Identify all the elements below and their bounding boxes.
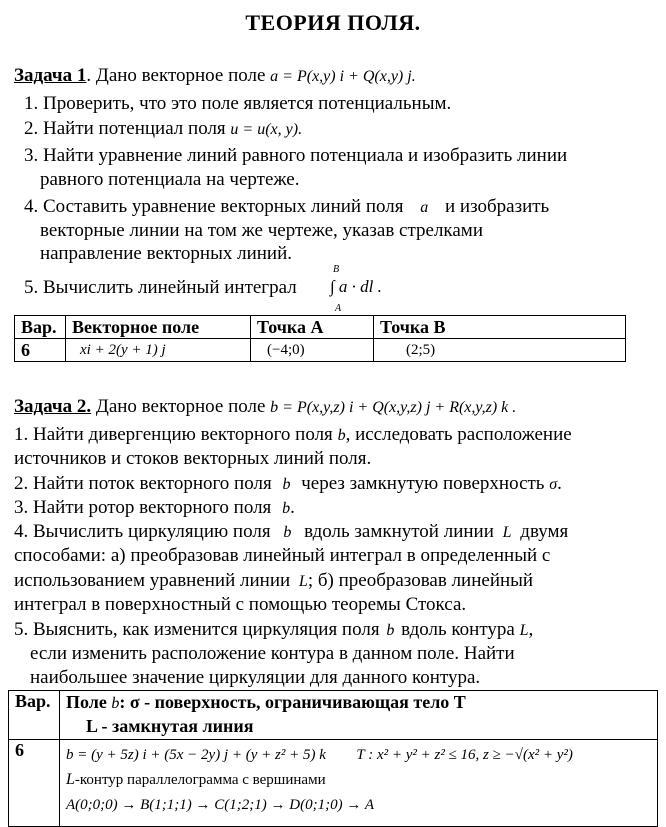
task2-item-1-tail: , исследовать расположение	[345, 424, 572, 445]
th-var: Вар.	[15, 316, 66, 339]
task2-item-4-text: 4. Вычислить циркуляцию поля	[14, 521, 271, 542]
contour-desc: -контур параллелограмма с вершинами	[74, 772, 326, 788]
L-symbol: L	[66, 771, 75, 788]
task1-item-2-text: 2. Найти потенциал поля	[24, 118, 226, 139]
vector-a: a	[420, 199, 429, 216]
th-var2: Вар.	[9, 691, 60, 740]
sigma-symbol: σ	[549, 476, 558, 493]
task1-item-4-cont2: направление векторных линий.	[40, 243, 293, 264]
th-field2-a: Поле	[66, 692, 107, 712]
task2-item-5-text: 5. Выяснить, как изменится циркуляция поля	[14, 619, 380, 640]
L-symbol: L	[502, 524, 512, 541]
cell-point-a: (−4;0)	[251, 339, 374, 362]
vector-b: b	[111, 695, 120, 712]
table-row	[9, 740, 658, 827]
contour-vertices: A(0;0;0) → B(1;1;1) → C(1;2;1) → D(0;1;0) → A	[66, 797, 374, 813]
th-field2-c: L - замкнутая линия	[86, 716, 254, 736]
task2-item-4-mid: вдоль замкнутой линии	[304, 521, 494, 542]
cell-point-b: (2;5)	[374, 339, 626, 362]
task1-table-header	[15, 316, 626, 339]
task2-item-4-cont2-text: использованием уравнений линии	[14, 570, 291, 591]
task1-label: Задача 1	[14, 65, 87, 86]
task2-item-1-text: 1. Найти дивергенцию векторного поля	[14, 424, 333, 445]
task2-item-2-tail: через замкнутую поверхность	[301, 473, 545, 494]
vector-b: b	[282, 500, 291, 517]
th-field2	[60, 691, 658, 740]
task2-item-4-cont3: интеграл в поверхностный с помощью теоремы Стокса.	[14, 594, 467, 615]
vector-b: b	[337, 427, 346, 444]
task2-item-1-cont: источников и стоков векторных линий поля.	[14, 448, 372, 469]
integral-upper-limit: B	[333, 264, 340, 275]
task2-item-4	[14, 520, 568, 545]
cell-field2	[60, 740, 658, 827]
task1-field-formula: a = P(x,y) i + Q(x,y) j.	[270, 68, 416, 85]
task2-item-2: 2. Найти поток векторного поля b через замкнутую поверхность σ.	[14, 473, 562, 494]
task2-intro: Дано векторное поле	[95, 396, 266, 417]
field-b-formula: b = (y + 5z) i + (5x − 2y) j + (y + z² + 5) k	[66, 747, 326, 763]
line-integral-formula: ∫ a · dl .	[330, 277, 382, 296]
task1-item-2	[24, 117, 302, 142]
task1-item-3-cont: равного потенциала на чертеже.	[40, 169, 300, 190]
cell-var: 6	[15, 339, 66, 362]
vector-b: b	[386, 622, 395, 639]
task2-item-4-cont2	[14, 569, 533, 594]
task2-label: Задача 2.	[14, 396, 92, 417]
task2-field-formula: b = P(x,y,z) i + Q(x,y,z) j + R(x,y,z) k .	[270, 399, 517, 416]
task1-item-3: 3. Найти уравнение линий равного потенциала и изобразить линии	[24, 145, 568, 166]
L-symbol: L	[519, 622, 529, 639]
task1-item-4	[24, 195, 549, 220]
task2-item-3: 3. Найти ротор векторного поля b.	[14, 497, 295, 518]
task1-intro: . Дано векторное поле	[86, 65, 266, 86]
task2-item-1	[14, 423, 572, 448]
task2-item-3-text: 3. Найти ротор векторного поля	[14, 497, 272, 518]
task2-item-4-cont2-tail: ; б) преобразовав линейный	[307, 570, 534, 591]
task2-heading	[14, 395, 516, 420]
th-field: Векторное поле	[66, 316, 251, 339]
th-field2-b: : σ - поверхность, ограничивающая тело Т	[119, 692, 466, 712]
L-symbol: L	[298, 573, 308, 590]
th-point-b: Точка В	[374, 316, 626, 339]
task2-item-2-text: 2. Найти поток векторного поля	[14, 473, 272, 494]
integral-lower-limit: A	[335, 303, 342, 314]
task2-table	[8, 690, 658, 827]
th-point-a: Точка А	[251, 316, 374, 339]
task1-item-4-cont1: векторные линии на том же чертеже, указав стрелками	[40, 220, 483, 241]
task2-item-5-mid: вдоль контура	[401, 619, 515, 640]
page-title: ТЕОРИЯ ПОЛЯ.	[245, 10, 421, 35]
vector-b: b	[283, 524, 292, 541]
task1-item-4-tail: и изобразить	[444, 196, 550, 217]
body-T-formula: T : x² + y² + z² ≤ 16, z ≥ −√(x² + y²)	[356, 747, 573, 763]
vector-b: b	[282, 476, 291, 493]
task1-item-5: 5. Вычислить линейный интеграл	[24, 277, 297, 298]
task2-table-header	[9, 691, 658, 740]
task2-item-4-cont1: способами: а) преобразовав линейный интеграл в определенный с	[14, 545, 551, 566]
task2-item-4-tail: двумя	[520, 521, 569, 542]
task1-table	[14, 315, 626, 362]
task1-heading	[14, 64, 416, 89]
task1-item-4-text: 4. Составить уравнение векторных линий поля	[24, 196, 404, 217]
task2-item-5-cont1: если изменить расположение контура в данном поле. Найти	[30, 643, 515, 664]
task2-item-5-cont2: наибольшее значение циркуляции для данного контура.	[30, 667, 481, 688]
cell-field: xi + 2(y + 1) j	[66, 339, 251, 362]
table-row	[15, 339, 626, 362]
task1-item-1: 1. Проверить, что это поле является потенциальным.	[24, 93, 452, 114]
task2-item-5: 5. Выяснить, как изменится циркуляция поля b вдоль контура L,	[14, 619, 534, 640]
cell-var2: 6	[9, 740, 60, 827]
potential-formula: u = u(x, y).	[230, 121, 303, 138]
